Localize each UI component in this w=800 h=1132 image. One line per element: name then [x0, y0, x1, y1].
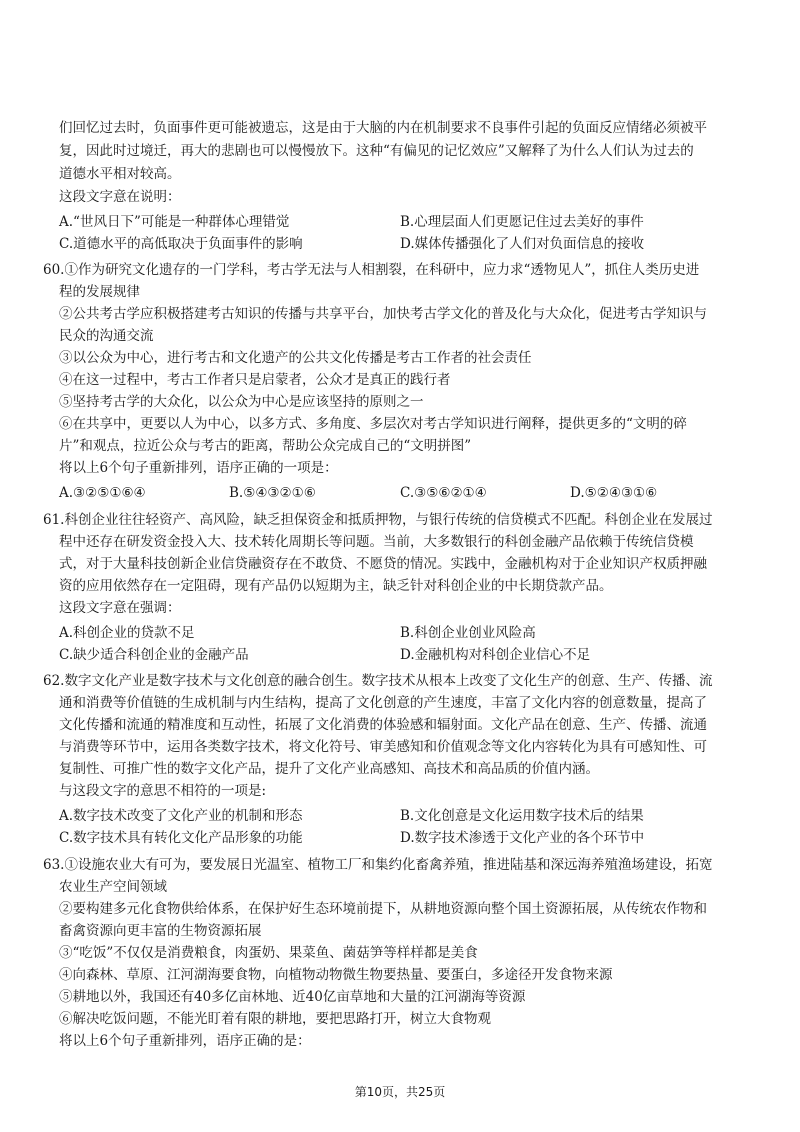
question-prompt: 将以上6个句子重新排列，语序正确的是：	[59, 1033, 311, 1049]
question-line: 与消费等环节中，运用各类数字技术，将文化符号、审美感知和价值观念等文化内容转化为具有可感知性、可	[59, 739, 707, 755]
passage-line: 道德水平相对较高。	[59, 166, 181, 182]
question-prompt: 这段文字意在强调：	[59, 600, 181, 616]
question-line: 程中还存在研发资金投入大、技术转化周期长等问题。当前，大多数银行的科创金融产品依赖于传统信贷模	[59, 534, 694, 550]
question-line: 61.科创企业往往轻资产、高风险，缺乏担保资金和抵质押物，与银行传统的信贷模式不匹配。科创企业在发展过	[43, 512, 713, 528]
option-b: B.文化创意是文化运用数字技术后的结果	[400, 808, 644, 824]
question-prompt: 将以上6个句子重新排列，语序正确的一项是：	[59, 460, 338, 476]
question-line: ②要构建多元化食物供给体系，在保护好生态环境前提下，从耕地资源向整个国土资源拓展，从传统农作物和	[59, 901, 707, 917]
option-c: C.数字技术具有转化文化产品形象的功能	[59, 830, 303, 846]
question-line: 资的应用依然存在一定阻碍，现有产品仍以短期为主，缺乏针对科创企业的中长期贷款产品。	[59, 578, 613, 594]
question-line: 民众的沟通交流	[59, 328, 154, 344]
question-prompt: 与这段文字的意思不相符的一项是:	[59, 783, 267, 799]
option-d: D.数字技术渗透于文化产业的各个环节中	[400, 830, 645, 846]
option-c: C.道德水平的高低取决于负面事件的影响	[59, 236, 303, 252]
passage-line: 复，因此时过境迁，再大的悲剧也可以慢慢放下。这种“有偏见的记忆效应”又解释了为什么人们认为过去的	[59, 143, 694, 159]
question-line: 式，对于大量科技创新企业信贷融资存在不敢贷、不愿贷的情况。实践中，金融机构对于企业知识产权质押融	[59, 556, 707, 572]
question-prompt: 这段文字意在说明：	[59, 189, 181, 205]
question-line: ⑤坚持考古学的大众化，以公众为中心是应该坚持的原则之一	[59, 394, 424, 410]
option-d: D.媒体传播强化了人们对负面信息的接收	[400, 236, 645, 252]
question-line: 片”和观点，拉近公众与考古的距离，帮助公众完成自己的“文明拼图”	[59, 438, 472, 454]
question-line: ④向森林、草原、江河湖海要食物，向植物动物微生物要热量、要蛋白，多途径开发食物来源	[59, 967, 613, 983]
option-a: A.数字技术改变了文化产业的机制和形态	[59, 808, 303, 824]
option-b: B.科创企业创业风险高	[400, 625, 536, 641]
option-c: C.缺少适合科创企业的金融产品	[59, 647, 249, 663]
option-a: A.③②⑤①⑥④	[59, 485, 146, 501]
question-line: ⑤耕地以外，我国还有40多亿亩林地、近40亿亩草地和大量的江河湖海等资源	[59, 989, 526, 1005]
question-line: 农业生产空间领域	[59, 879, 167, 895]
question-line: ②公共考古学应积极搭建考古知识的传播与共享平台，加快考古学文化的普及化与大众化，促进考古学知识与	[59, 306, 707, 322]
option-d: D.金融机构对科创企业信心不足	[400, 647, 591, 663]
question-line: ④在这一过程中，考古工作者只是启蒙者，公众才是真正的践行者	[59, 372, 451, 388]
question-line: 62.数字文化产业是数字技术与文化创意的融合创生。数字技术从根本上改变了文化生产的创意、生产、传播、流	[43, 673, 713, 689]
question-line: 畜禽资源向更丰富的生物资源拓展	[59, 923, 262, 939]
option-b: B.心理层面人们更愿记住过去美好的事件	[400, 214, 644, 230]
option-d: D.⑤②④③①⑥	[570, 485, 658, 501]
question-line: 复制性、可推广性的数字文化产品，提升了文化产业高感知、高技术和高品质的价值内涵。	[59, 761, 599, 777]
option-b: B.⑤④③②①⑥	[229, 485, 316, 501]
question-line: ③“吃饭”不仅仅是消费粮食，肉蛋奶、果菜鱼、菌菇笋等样样都是美食	[59, 945, 478, 961]
option-c: C.③⑤⑥②①④	[400, 485, 487, 501]
question-line: ③以公众为中心，进行考古和文化遗产的公共文化传播是考古工作者的社会责任	[59, 350, 532, 366]
question-line: 文化传播和流通的精准度和互动性，拓展了文化消费的体验感和辐射面。文化产品在创意、生产、传播、流通	[59, 717, 707, 733]
page-number: 第10页，共25页	[354, 1085, 446, 1099]
question-line: 60.①作为研究文化遗存的一门学科，考古学无法与人相割裂，在科研中，应力求“透物见人”，抓住人类历史进	[43, 262, 700, 278]
question-line: 通和消费等价值链的生成机制与内生结构，提高了文化创意的产生速度，丰富了文化内容的创意数量，提高了	[59, 695, 707, 711]
question-line: ⑥解决吃饭问题，不能光盯着有限的耕地，要把思路打开，树立大食物观	[59, 1011, 491, 1027]
question-line: 63.①设施农业大有可为，要发展日光温室、植物工厂和集约化畜禽养殖，推进陆基和深远海养殖渔场建设，拓宽	[43, 857, 713, 873]
passage-line: 们回忆过去时，负面事件更可能被遗忘，这是由于大脑的内在机制要求不良事件引起的负面反应情绪必须被平	[59, 120, 707, 136]
option-a: A.科创企业的贷款不足	[59, 625, 195, 641]
option-a: A.“世风日下”可能是一种群体心理错觉	[59, 214, 290, 230]
question-line: ⑥在共享中，更要以人为中心，以多方式、多角度、多层次对考古学知识进行阐释，提供更多的“文明的碎	[59, 416, 687, 432]
question-line: 程的发展规律	[59, 284, 140, 300]
